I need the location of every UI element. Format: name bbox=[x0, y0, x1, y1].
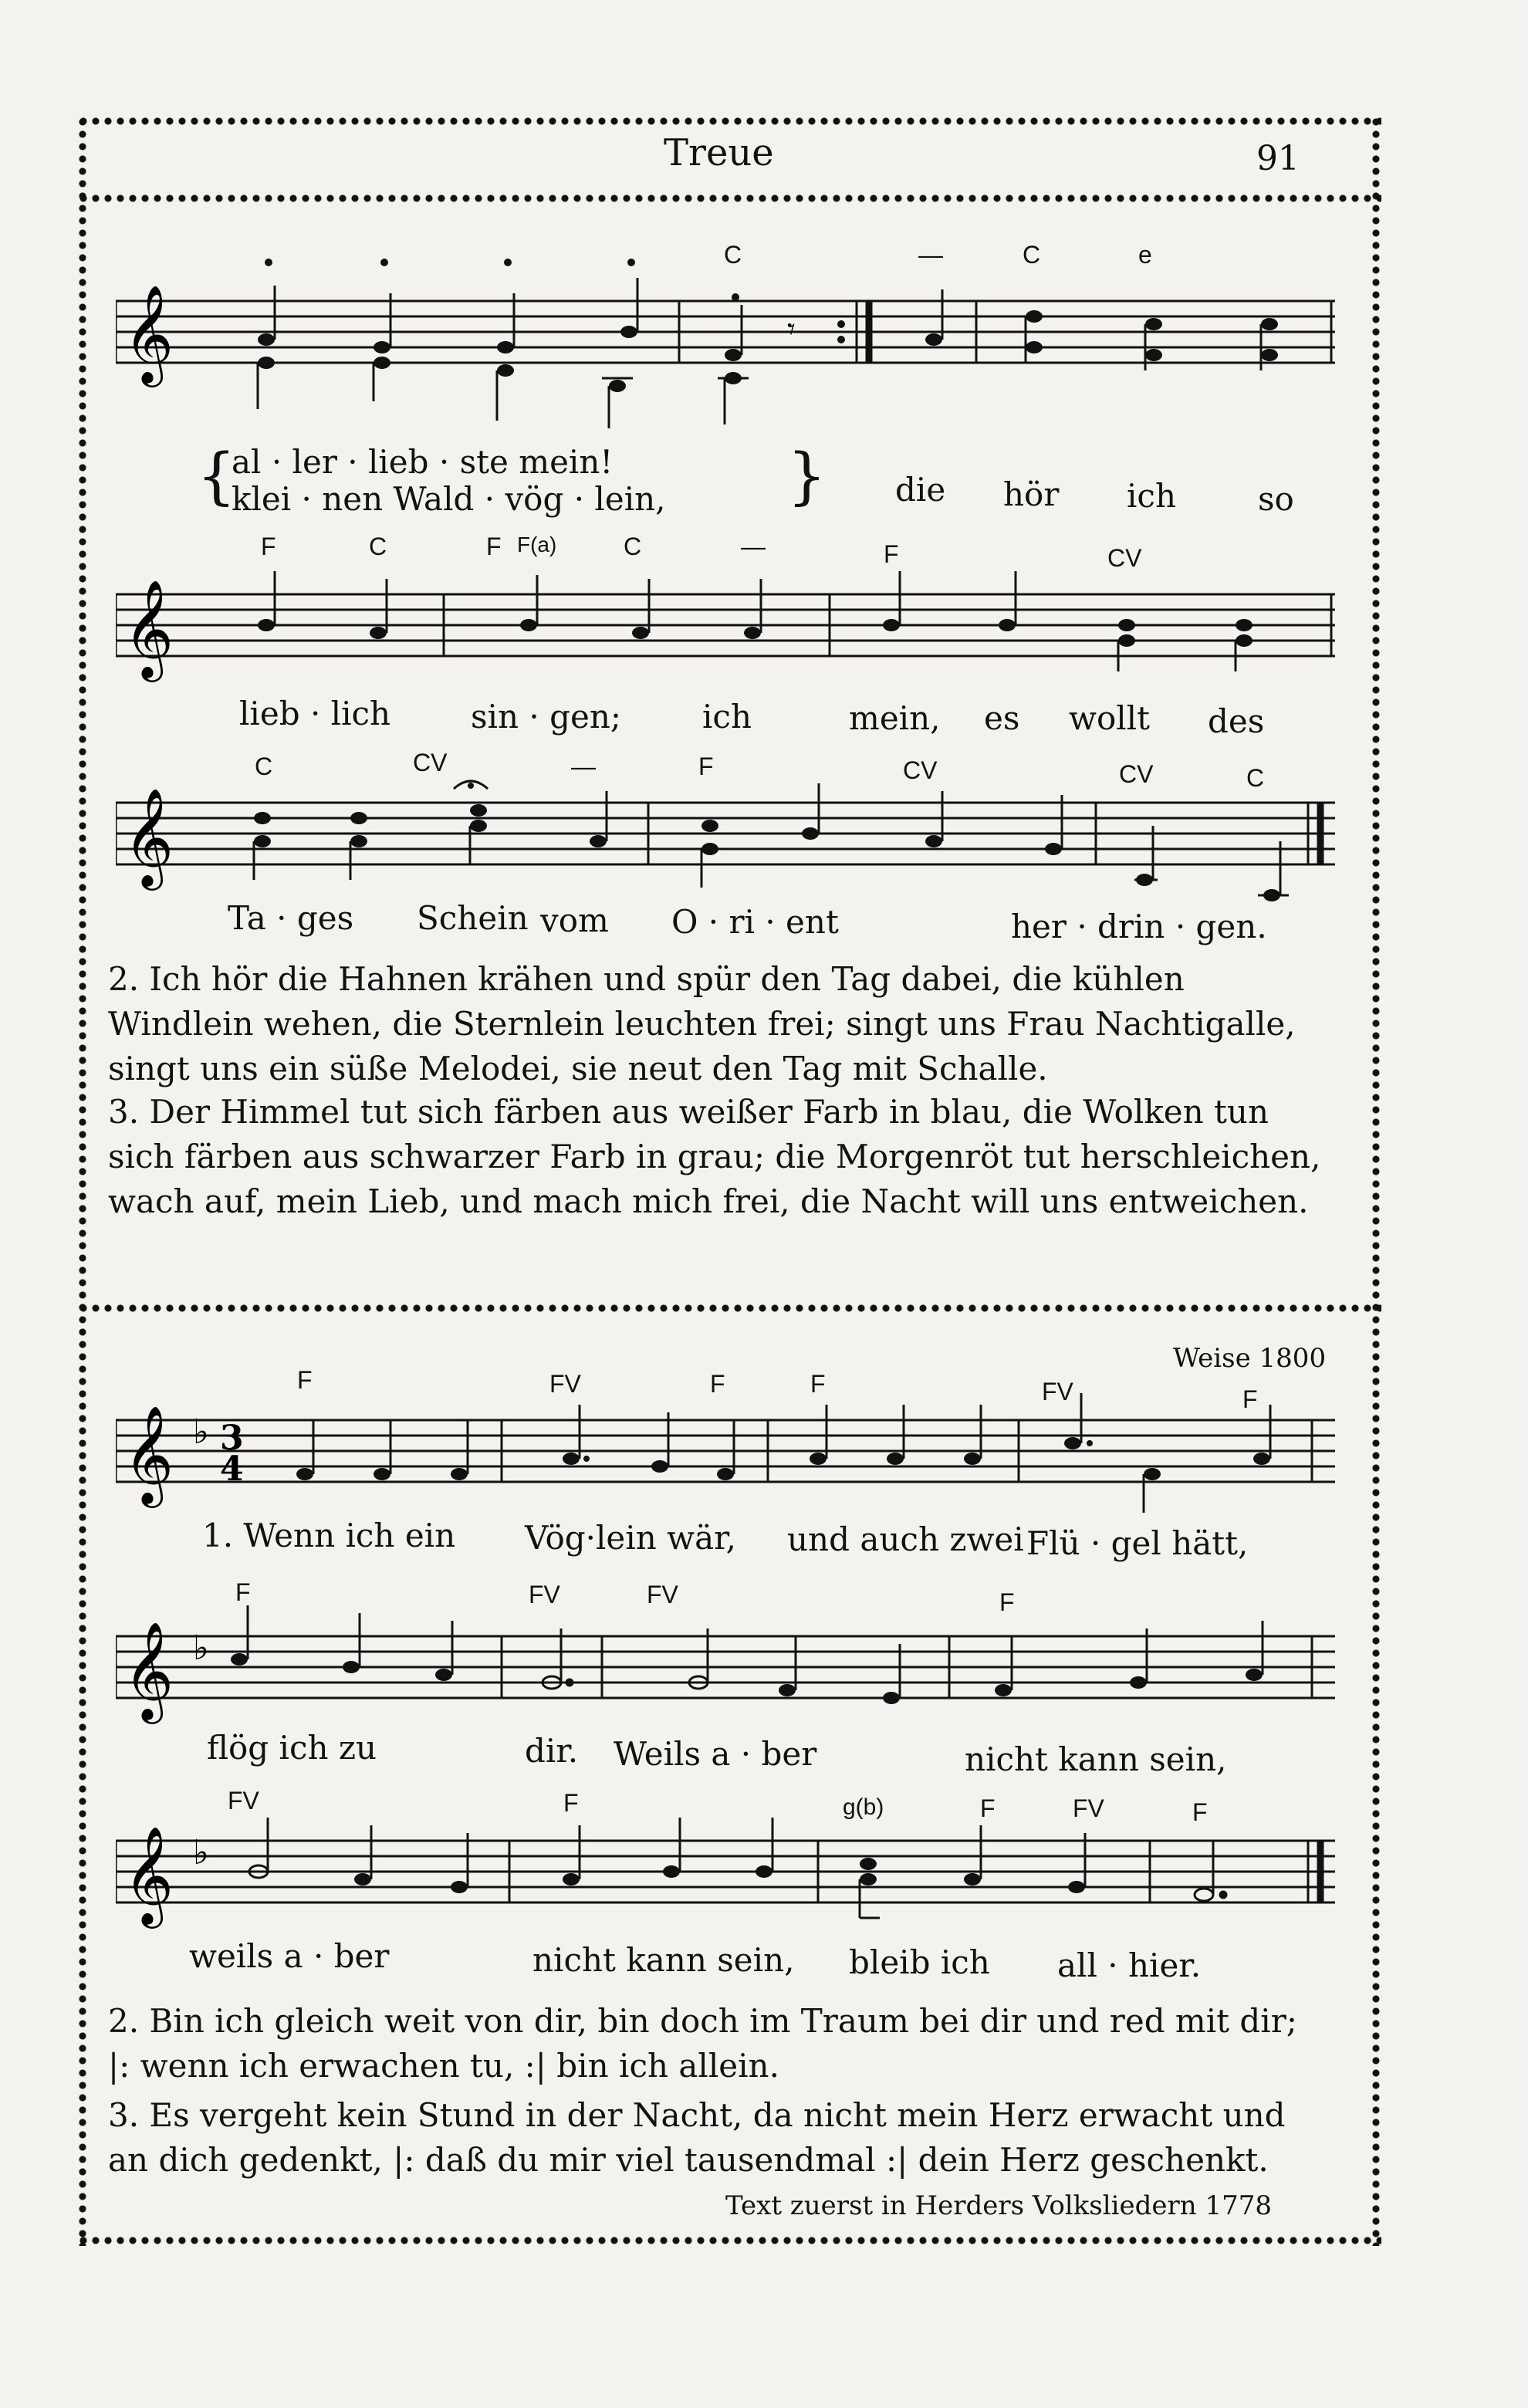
music-staff-song1-3 bbox=[116, 772, 1335, 911]
chord: FV bbox=[647, 1581, 678, 1608]
verse-2: 2. Ich hör die Hahnen krähen und spür den Tag dabei, die kühlen Windlein wehen, die Sternlein leuchten frei; singt uns Frau Nachtigalle, singt uns ein süße Melodei, sie neut den Tag mit Schalle. bbox=[108, 960, 1296, 1087]
svg-text:𝄾: 𝄾 bbox=[787, 312, 796, 347]
verse-2: 2. Bin ich gleich weit von dir, bin doch im Traum bei dir und red mit dir; |: wenn ich erwachen tu, :| bin ich allein. bbox=[108, 2002, 1297, 2085]
lyric: bleib ich bbox=[849, 1943, 990, 1981]
lyric: und auch zwei bbox=[787, 1520, 1024, 1558]
lyric-brace: } bbox=[787, 440, 827, 512]
lyric: her · drin · gen. bbox=[1011, 908, 1267, 945]
lyric: Weils a · ber bbox=[614, 1735, 817, 1773]
lyric: nicht kann sein, bbox=[532, 1941, 795, 1979]
chord: C bbox=[1246, 764, 1265, 792]
lyric: die bbox=[895, 471, 946, 509]
chord: F bbox=[235, 1578, 251, 1606]
lyric: sin · gen; bbox=[471, 698, 622, 736]
chord: F bbox=[698, 752, 714, 780]
svg-text:♭: ♭ bbox=[193, 1412, 209, 1452]
page-title: Treue bbox=[664, 131, 774, 174]
lyric: Ta · ges bbox=[228, 899, 354, 937]
left-border bbox=[77, 116, 88, 2246]
chord: C bbox=[1023, 241, 1041, 269]
chord: C bbox=[255, 752, 273, 780]
lyric: all · hier. bbox=[1057, 1946, 1202, 1984]
bottom-border bbox=[77, 2235, 1381, 2246]
chord: F(a) bbox=[517, 533, 557, 556]
svg-text:4: 4 bbox=[220, 1449, 244, 1489]
lyrics-line2: klei · nen Wald · vög · lein, bbox=[232, 480, 666, 518]
lyric: dir. bbox=[525, 1732, 579, 1770]
page-number: 91 bbox=[1256, 139, 1300, 178]
chord: CV bbox=[1119, 760, 1154, 788]
chord: F bbox=[1242, 1385, 1258, 1413]
lyric: ich bbox=[1127, 477, 1177, 515]
lyric: ich bbox=[702, 698, 752, 736]
chord: C bbox=[624, 533, 642, 560]
chord: C bbox=[724, 241, 742, 269]
chord: — bbox=[571, 752, 596, 780]
svg-text:♭: ♭ bbox=[193, 1833, 209, 1872]
svg-text:𝄞: 𝄞 bbox=[123, 1825, 174, 1924]
chord: C bbox=[369, 533, 387, 560]
chord: g(b) bbox=[843, 1794, 884, 1820]
chord: CV bbox=[413, 749, 448, 776]
chord: F bbox=[563, 1789, 579, 1817]
music-staff-song1-1 bbox=[116, 255, 1335, 432]
chord: FV bbox=[549, 1370, 581, 1398]
chord: FV bbox=[1042, 1378, 1073, 1405]
chord: F bbox=[999, 1588, 1015, 1616]
lyric: nicht kann sein, bbox=[965, 1740, 1227, 1778]
lyric: lieb · lich bbox=[239, 695, 391, 732]
chord: F bbox=[980, 1794, 996, 1822]
chord: F bbox=[710, 1370, 725, 1398]
lyric: es bbox=[984, 699, 1020, 737]
lyrics-line1: al · ler · lieb · ste mein! bbox=[232, 443, 614, 481]
lyric: vom bbox=[540, 901, 609, 939]
svg-text:♭: ♭ bbox=[193, 1628, 209, 1668]
chord: FV bbox=[1073, 1794, 1104, 1822]
lyric: so bbox=[1258, 480, 1294, 518]
chord: F bbox=[810, 1370, 826, 1398]
svg-text:𝄞: 𝄞 bbox=[123, 1621, 174, 1720]
lyric: 1. Wenn ich ein bbox=[202, 1517, 456, 1554]
lyric: Flü · gel hätt, bbox=[1026, 1524, 1249, 1562]
svg-text:3: 3 bbox=[220, 1419, 244, 1458]
lyric: wollt bbox=[1069, 699, 1150, 737]
chord: FV bbox=[529, 1581, 560, 1608]
music-staff-song1-2 bbox=[116, 556, 1335, 687]
music-staff-song2-3 bbox=[116, 1810, 1335, 1941]
top-border bbox=[77, 116, 1381, 127]
header-rule bbox=[77, 193, 1381, 204]
text-credit: Text zuerst in Herders Volksliedern 1778 bbox=[725, 2190, 1272, 2221]
lyric: Vög·lein wär, bbox=[525, 1519, 736, 1557]
lyric: weils a · ber bbox=[189, 1937, 390, 1975]
chord: F bbox=[884, 540, 899, 568]
section-divider bbox=[77, 1303, 1381, 1314]
chord: F bbox=[297, 1366, 313, 1394]
verse-3: 3. Der Himmel tut sich färben aus weißer Farb in blau, die Wolken tun sich färben aus schwarzer Farb in grau; die Morgenröt tut herschleichen, wach auf, mein Lieb, und mach mich frei, die Nacht will uns entweichen. bbox=[108, 1093, 1321, 1220]
svg-text:𝄞: 𝄞 bbox=[123, 284, 174, 383]
lyric: Schein bbox=[417, 899, 529, 937]
verse-3: 3. Es vergeht kein Stund in der Nacht, da nicht mein Herz erwacht und an dich gedenkt, |: daß du mir viel tausendmal :| dein Herz geschenkt. bbox=[108, 2096, 1286, 2179]
svg-text:𝄞: 𝄞 bbox=[123, 1405, 174, 1503]
svg-text:𝄞: 𝄞 bbox=[123, 787, 174, 886]
lyric: hör bbox=[1003, 475, 1060, 513]
chord: CV bbox=[1107, 544, 1142, 572]
lyric: O · ri · ent bbox=[671, 903, 839, 941]
chord: F bbox=[1192, 1798, 1208, 1826]
chord: FV bbox=[228, 1787, 259, 1814]
lyric: des bbox=[1208, 702, 1265, 740]
music-staff-song2-1 bbox=[116, 1389, 1335, 1520]
lyric-brace: { bbox=[197, 440, 236, 512]
chord: CV bbox=[903, 756, 938, 784]
chord: e bbox=[1138, 241, 1152, 269]
music-staff-song2-2 bbox=[116, 1605, 1335, 1737]
right-border bbox=[1371, 116, 1381, 2246]
chord: F bbox=[261, 533, 276, 560]
lyric: flög ich zu bbox=[207, 1729, 377, 1767]
lyric: mein, bbox=[849, 699, 941, 737]
chord: — bbox=[741, 533, 766, 560]
chord: F bbox=[486, 533, 502, 560]
melody-credit: Weise 1800 bbox=[1173, 1343, 1327, 1374]
chord: — bbox=[918, 241, 943, 269]
svg-text:𝄞: 𝄞 bbox=[123, 579, 174, 678]
